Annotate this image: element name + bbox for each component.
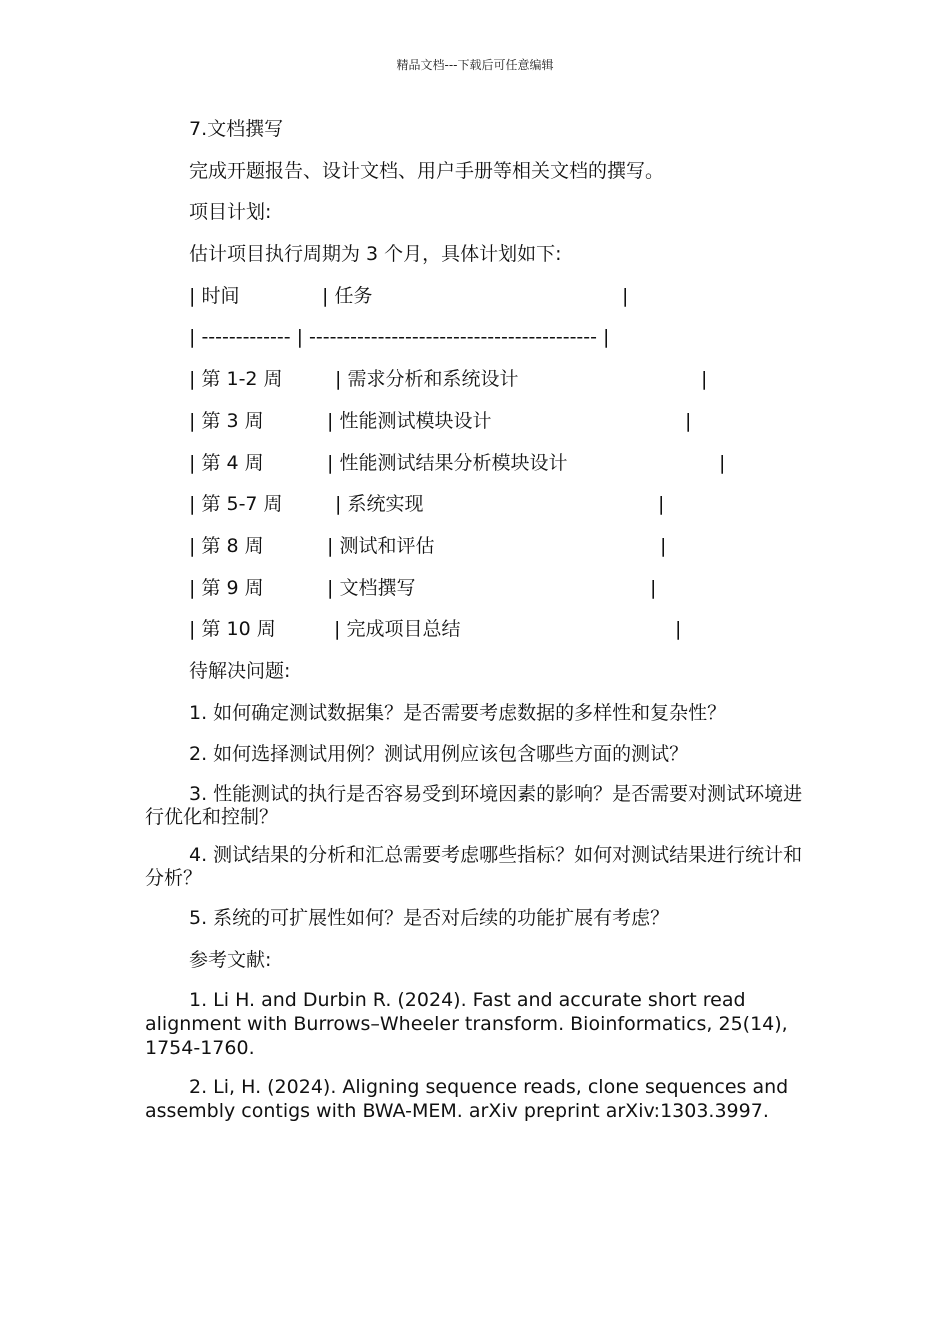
table-cell-task: | 性能测试结果分析模块设计: [327, 451, 568, 474]
table-cell-task: | 系统实现: [335, 493, 424, 516]
reference-item: 1. Li H. and Durbin R. (2024). Fast and accurate short read alignment with Burrows–Wheeler transform. Bioinformatics, 25(14), 1754-1760.: [145, 989, 788, 1060]
issue-item: 1. 如何确定测试数据集？是否需要考虑数据的多样性和复杂性？: [189, 701, 727, 724]
table-row: [145, 616, 805, 658]
table-cell-time: | 第 4 周: [189, 451, 264, 474]
issue-item: 2. 如何选择测试用例？测试用例应该包含哪些方面的测试？: [189, 743, 689, 766]
table-cell-task: | 性能测试模块设计: [327, 409, 492, 432]
table-separator-row: | ------------- | ------------------------------------------ |: [189, 326, 610, 349]
table-cell-end: |: [685, 409, 692, 432]
table-row: [145, 533, 805, 575]
table-row: [145, 575, 805, 617]
table-cell-task: | 文档撰写: [327, 576, 416, 599]
table-header-row: [145, 283, 805, 325]
table-cell-time: | 第 1-2 周: [189, 368, 283, 391]
schedule-table: [145, 283, 805, 658]
table-row: [145, 450, 805, 492]
section-heading-plan: 项目计划:: [189, 201, 272, 224]
table-header-task: | 任务: [322, 284, 373, 307]
table-cell-end: |: [650, 576, 657, 599]
table-row: [145, 408, 805, 450]
issue-item: 4. 测试结果的分析和汇总需要考虑哪些指标？如何对测试结果进行统计和分析？: [145, 844, 803, 889]
table-header-end: |: [622, 284, 629, 307]
table-header-time: | 时间: [189, 284, 240, 307]
section-heading-doc-writing: 7.文档撰写: [189, 118, 284, 140]
table-cell-end: |: [719, 451, 726, 474]
table-cell-end: |: [660, 534, 667, 557]
table-row: [145, 366, 805, 408]
table-cell-time: | 第 3 周: [189, 409, 264, 432]
paragraph-doc-writing: 完成开题报告、设计文档、用户手册等相关文档的撰写。: [189, 159, 665, 182]
table-cell-end: |: [701, 368, 708, 391]
table-cell-task: | 完成项目总结: [334, 618, 461, 641]
table-cell-end: |: [658, 493, 665, 516]
document-body: [145, 116, 805, 1138]
table-cell-time: | 第 10 周: [189, 618, 276, 641]
section-heading-issues: 待解决问题:: [189, 659, 291, 682]
table-row: [145, 491, 805, 533]
table-cell-end: |: [675, 618, 682, 641]
table-cell-time: | 第 5-7 周: [189, 493, 283, 516]
table-cell-time: | 第 9 周: [189, 576, 264, 599]
table-cell-task: | 需求分析和系统设计: [335, 368, 519, 391]
issue-item: 3. 性能测试的执行是否容易受到环境因素的影响？是否需要对测试环境进行优化和控制？: [145, 783, 803, 828]
issue-item: 5. 系统的可扩展性如何？是否对后续的功能扩展有考虑？: [189, 907, 670, 929]
table-cell-time: | 第 8 周: [189, 534, 264, 557]
reference-item: 2. Li, H. (2024). Aligning sequence reads, clone sequences and assembly contigs with BWA-MEM. arXiv preprint arXiv:1303.3997.: [145, 1076, 789, 1123]
paragraph-plan-intro: 估计项目执行周期为 3 个月，具体计划如下:: [189, 243, 562, 266]
table-cell-task: | 测试和评估: [327, 534, 435, 557]
section-heading-references: 参考文献:: [189, 948, 272, 971]
page-header: 精品文档---下载后可任意编辑: [396, 58, 554, 72]
